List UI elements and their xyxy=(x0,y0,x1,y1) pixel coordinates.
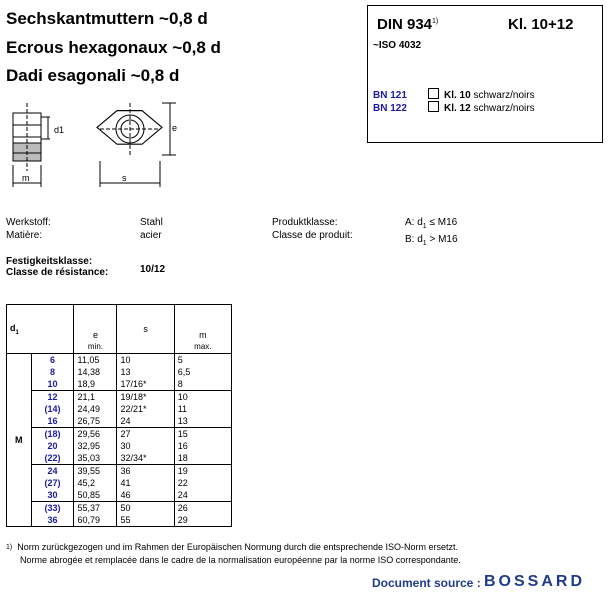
iso-ref: ~ISO 4032 xyxy=(373,40,422,51)
top-view xyxy=(97,103,176,187)
cell-m: 26 xyxy=(174,502,231,515)
cell-m: 16 xyxy=(174,440,231,452)
thread-prefix: M xyxy=(7,354,32,527)
variant-code: BN 122 xyxy=(373,103,407,114)
cell-d: 10 xyxy=(31,378,74,391)
table-row xyxy=(7,502,232,515)
cell-d: 30 xyxy=(31,489,74,502)
cell-e: 26,75 xyxy=(74,415,117,428)
cell-e: 55,37 xyxy=(74,502,117,515)
festigkeitsklasse-label: Festigkeitsklasse: Classe de résistance: xyxy=(6,256,109,278)
cell-e: 24,49 xyxy=(74,403,117,415)
cell-m: 6,5 xyxy=(174,366,231,378)
title-it: Dadi esagonali ~0,8 d xyxy=(6,66,180,85)
cell-e: 45,2 xyxy=(74,477,117,489)
cell-m: 10 xyxy=(174,391,231,404)
table-row xyxy=(7,489,232,502)
e-label: e xyxy=(172,123,178,133)
cell-s: 50 xyxy=(117,502,174,515)
werkstoff-value: Stahl acier xyxy=(140,217,163,241)
header-e: e min. xyxy=(74,305,117,354)
cell-d: (18) xyxy=(31,428,74,441)
cell-d: 8 xyxy=(31,366,74,378)
cell-s: 46 xyxy=(117,489,174,502)
cell-s: 22/21* xyxy=(117,403,174,415)
table-row xyxy=(7,465,232,478)
header-s: s xyxy=(117,305,174,354)
cell-m: 8 xyxy=(174,378,231,391)
dimension-table xyxy=(6,304,232,527)
table-row xyxy=(7,514,232,527)
standard-box xyxy=(367,5,603,143)
cell-s: 24 xyxy=(117,415,174,428)
header-m: m max. xyxy=(174,305,231,354)
variant-code: BN 121 xyxy=(373,90,407,101)
cell-e: 35,03 xyxy=(74,452,117,465)
cell-s: 13 xyxy=(117,366,174,378)
nut-drawing xyxy=(0,95,200,195)
table-row xyxy=(7,428,232,441)
title-fr: Ecrous hexagonaux ~0,8 d xyxy=(6,38,221,57)
cell-s: 32/34* xyxy=(117,452,174,465)
cell-m: 19 xyxy=(174,465,231,478)
table-row xyxy=(7,452,232,465)
checkbox-icon xyxy=(428,88,439,99)
d1-label: d1 xyxy=(54,125,65,135)
title-de: Sechskantmuttern ~0,8 d xyxy=(6,9,208,28)
klasse-label: Kl. 10+12 xyxy=(508,16,574,33)
cell-e: 32,95 xyxy=(74,440,117,452)
table-row xyxy=(7,391,232,404)
m-label: m xyxy=(22,173,30,183)
produktklasse-label: Produktklasse: Classe de produit: xyxy=(272,217,353,241)
din-number: DIN 934$^{1)}$ xyxy=(377,16,439,33)
cell-m: 18 xyxy=(174,452,231,465)
cell-e: 29,56 xyxy=(74,428,117,441)
cell-s: 19/18* xyxy=(117,391,174,404)
cell-s: 41 xyxy=(117,477,174,489)
cell-m: 29 xyxy=(174,514,231,527)
table-header-row xyxy=(7,305,232,354)
cell-m: 24 xyxy=(174,489,231,502)
cell-d: 20 xyxy=(31,440,74,452)
werkstoff-label: Werkstoff: Matière: xyxy=(6,217,51,241)
s-label: s xyxy=(122,173,127,183)
cell-m: 15 xyxy=(174,428,231,441)
cell-e: 18,9 xyxy=(74,378,117,391)
side-view xyxy=(13,103,50,187)
source-label: Document source : xyxy=(372,576,481,590)
cell-m: 5 xyxy=(174,354,231,367)
cell-d: (33) xyxy=(31,502,74,515)
table-row xyxy=(7,403,232,415)
festigkeitsklasse-value: 10/12 xyxy=(140,264,166,275)
bossard-logo: BOSSARD xyxy=(484,573,586,590)
cell-m: 22 xyxy=(174,477,231,489)
table-row xyxy=(7,366,232,378)
header-d1: $d_1$ xyxy=(7,305,74,354)
cell-d: 16 xyxy=(31,415,74,428)
cell-d: 6 xyxy=(31,354,74,367)
cell-s: 27 xyxy=(117,428,174,441)
checkbox-icon xyxy=(428,101,439,112)
cell-d: (27) xyxy=(31,477,74,489)
footnote: $^{1)}$ Norm zurückgezogen und im Rahmen der Europäischen Normung durch die entsprechende ISO-Norm ersetzt. Norme abrogée et remplacée dans le cadre de la normalisation européenne par la norme ISO correspondante. xyxy=(6,542,461,565)
variant-row-bn121: BN 121 Kl. 10 schwarz/noirs xyxy=(373,90,535,101)
cell-s: 10 xyxy=(117,354,174,367)
table-row xyxy=(7,354,232,367)
cell-e: 14,38 xyxy=(74,366,117,378)
table-row xyxy=(7,440,232,452)
cell-d: 12 xyxy=(31,391,74,404)
produktklasse-value: A: $d_1 \le M16$ B: $d_1 > M16$ xyxy=(405,217,458,247)
cell-e: 11,05 xyxy=(74,354,117,367)
cell-m: 11 xyxy=(174,403,231,415)
cell-d: 36 xyxy=(31,514,74,527)
cell-e: 21,1 xyxy=(74,391,117,404)
cell-d: (14) xyxy=(31,403,74,415)
table-row xyxy=(7,378,232,391)
cell-e: 50,85 xyxy=(74,489,117,502)
variant-row-bn122: BN 122 Kl. 12 schwarz/noirs xyxy=(373,103,535,114)
cell-e: 39,55 xyxy=(74,465,117,478)
cell-d: (22) xyxy=(31,452,74,465)
cell-s: 17/16* xyxy=(117,378,174,391)
cell-s: 36 xyxy=(117,465,174,478)
table-row xyxy=(7,415,232,428)
cell-s: 30 xyxy=(117,440,174,452)
table-row xyxy=(7,477,232,489)
cell-m: 13 xyxy=(174,415,231,428)
cell-e: 60,79 xyxy=(74,514,117,527)
table-body xyxy=(7,354,232,527)
cell-d: 24 xyxy=(31,465,74,478)
cell-s: 55 xyxy=(117,514,174,527)
